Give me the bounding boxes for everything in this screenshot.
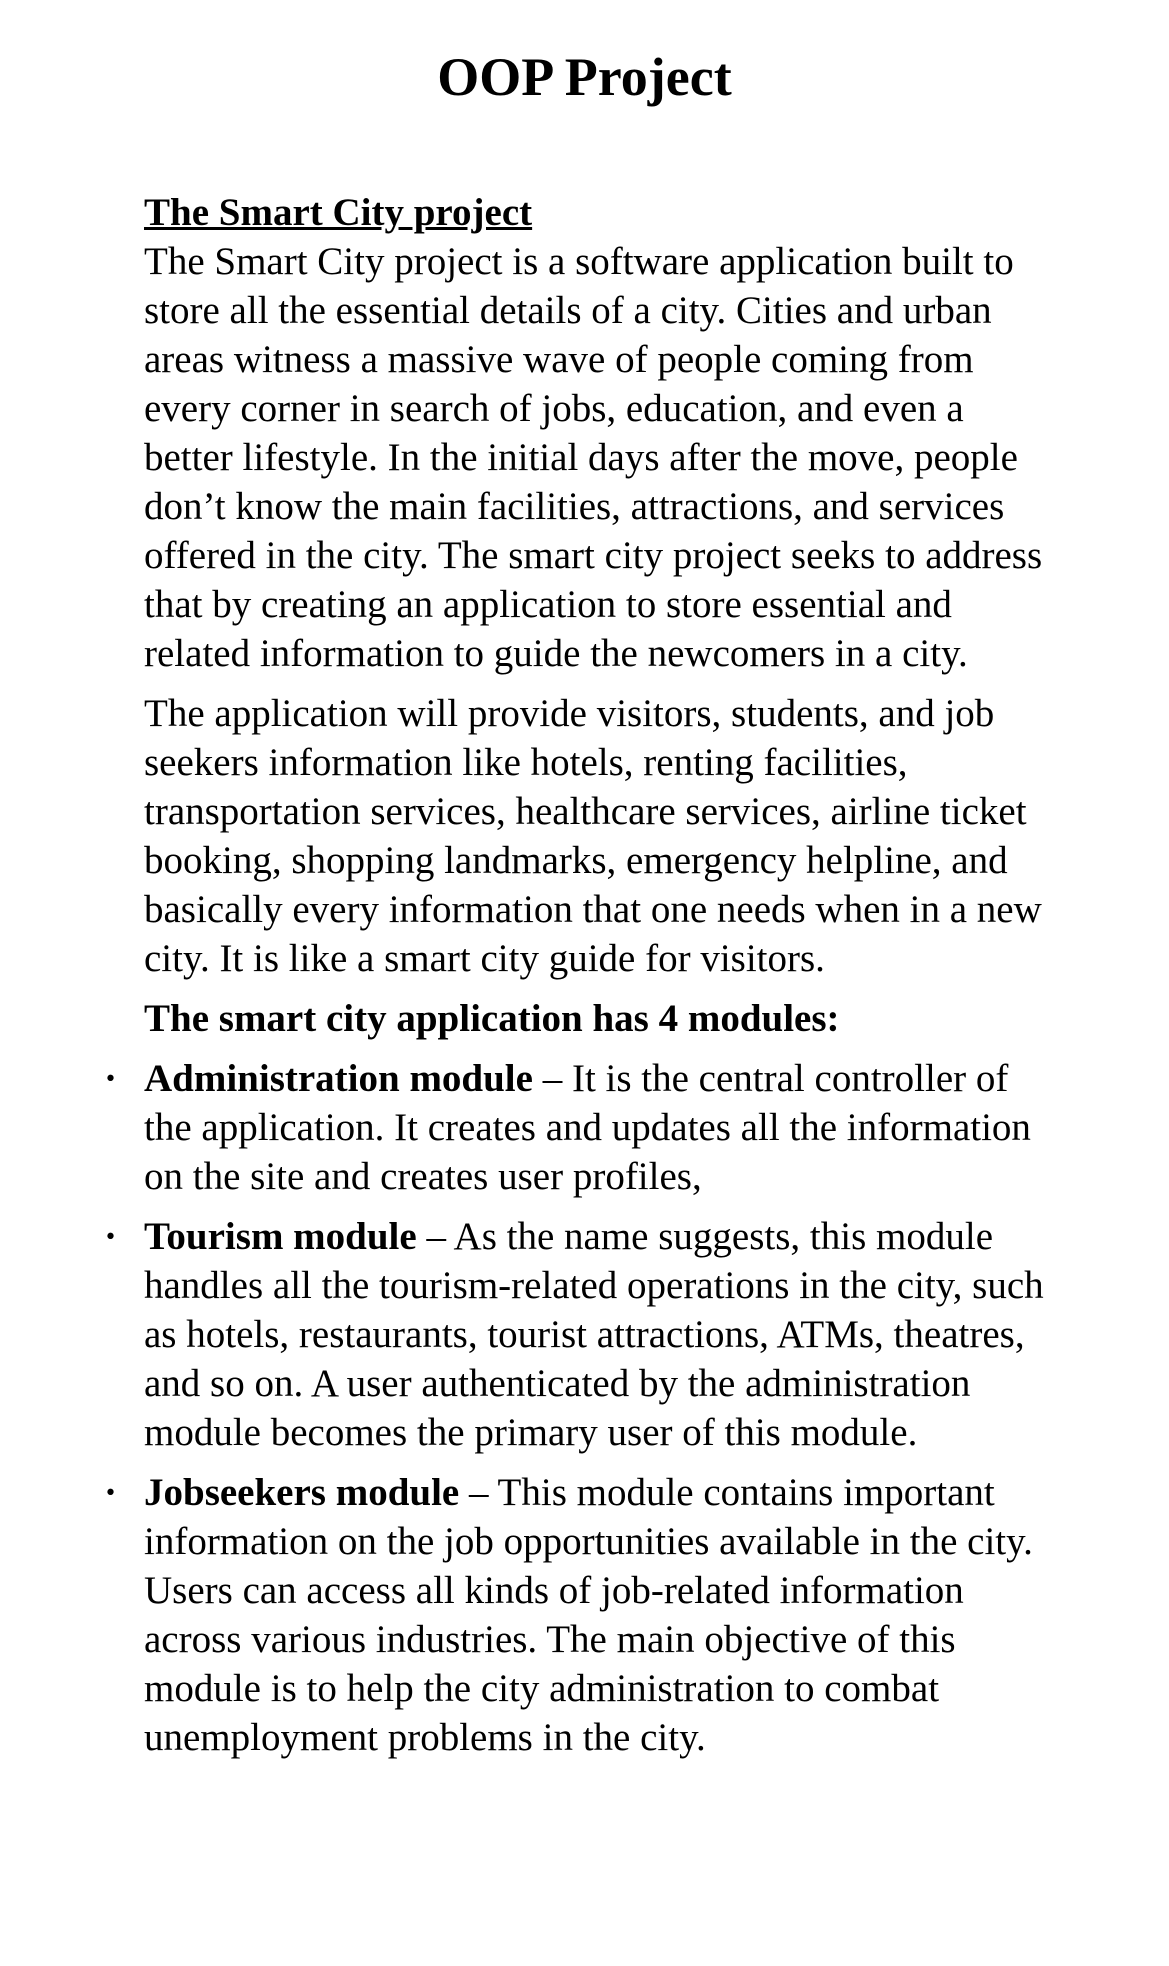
module-tourism [104,1212,1044,1457]
module-description: – As the name suggests, this module handles all the tourism-related operations in the city, such as hotels, restaurants, tourist attractions, ATMs, theatres, and so on. A user authenticated by the administration module becomes the primary user of this module. [144,1215,1044,1454]
module-description: – This module contains important information on the job opportunities available in the city. Users can access all kinds of job-related information across various industries. The main objective of this module is to help the city administration to combat unemployment problems in the city. [144,1471,1033,1759]
modules-heading: The smart city application has 4 modules: [144,997,840,1040]
document-body [104,188,1044,1762]
intro-paragraph: The Smart City project is a software application built to store all the essential details of a city. Cities and urban areas witness a massive wave of people coming from every corner in search of jobs, education, and even a better lifestyle. In the initial days after the move, people don’t know the main facilities, attractions, and services offered in the city. The smart city project seeks to address that by creating an application to store essential and related information to guide the newcomers in a city. [144,240,1043,675]
module-administration [104,1054,1044,1201]
module-description: – It is the central controller of the application. It creates and updates all the information on the site and creates user profiles, [144,1057,1031,1198]
module-name: Jobseekers module [144,1471,460,1514]
document-title: OOP Project [437,47,732,107]
bullet-icon: · [104,1215,118,1258]
module-name: Tourism module [144,1215,417,1258]
module-name: Administration module [144,1057,533,1100]
bullet-icon: · [104,1471,118,1514]
section-heading: The Smart City project [144,191,533,234]
bullet-icon: · [104,1057,118,1100]
module-jobseekers [104,1468,1044,1762]
application-paragraph: The application will provide visitors, students, and job seekers information like hotels, renting facilities, transportation services, healthcare services, airline ticket booking, shopping landmarks, emergency helpline, and basically every information that one needs when in a new city. It is like a smart city guide for visitors. [144,692,1042,980]
